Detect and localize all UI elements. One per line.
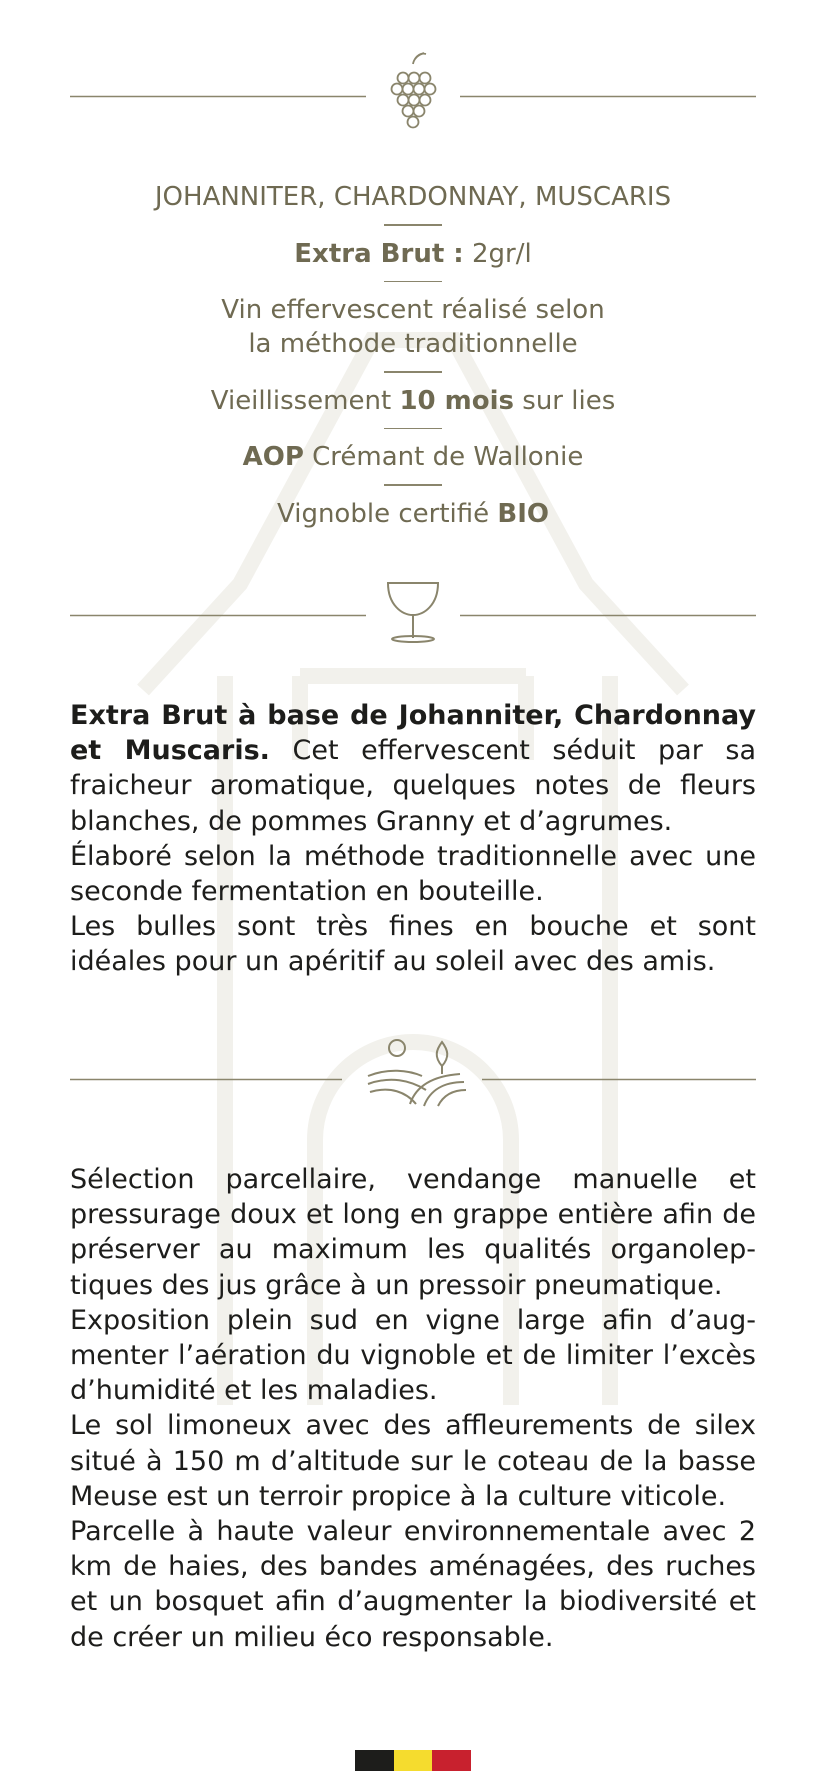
flag-stripe-red — [432, 1750, 471, 1771]
aging — [0, 384, 826, 418]
method-line-2: la méthode traditionnelle — [248, 329, 578, 359]
method-line-1: Vin effervescent réalisé selon — [221, 295, 605, 325]
info-separator — [384, 224, 442, 226]
bio-prefix: Vignoble certifié — [277, 498, 498, 529]
vineyard-notes — [70, 1162, 756, 1655]
sugar-label: Extra Brut : — [294, 238, 464, 269]
aop-label: AOP — [242, 442, 304, 472]
vineyard-paragraph-2: Exposition plein sud en vigne large afin d’aug-menter l’aération du vignoble et de limiter l’excès d’humidité et les maladies. — [70, 1304, 756, 1407]
tasting-lead — [70, 698, 756, 839]
divider-glass — [70, 575, 756, 645]
vineyard-paragraph-4: Parcelle à haute valeur environnementale avec 2 km de haies, des bandes aménagées, des ruches et un bosquet afin d’augmenter la biodiversité et de créer un milieu éco responsable. — [70, 1516, 756, 1653]
vineyard-paragraph-3: Le sol limoneux avec des affleurements de silex situé à 150 m d’altitude sur le coteau de la basse Meuse est un terroir propice à la culture viticole. — [70, 1410, 756, 1512]
vineyard-icon — [368, 1040, 466, 1106]
appellation — [0, 440, 826, 474]
wine-glass-icon — [387, 583, 439, 642]
divider-grapes — [70, 50, 756, 130]
tasting-paragraph-2: Élaboré selon la méthode traditionnelle avec une seconde fermentation en bouteille. — [70, 840, 756, 908]
belgian-flag — [355, 1750, 471, 1771]
aop-name: Crémant de Wallonie — [303, 442, 584, 472]
wine-info-block — [0, 180, 826, 531]
tasting-lead-bold: Extra Brut à base de Johanniter, Chardonnay et Muscaris. — [70, 700, 756, 767]
info-separator — [384, 484, 442, 486]
grape-varieties: JOHANNITER, CHARDONNAY, MUSCARIS — [154, 182, 672, 212]
tasting-lead-rest: Cet effervescent séduit par sa fraicheur aromatique, quelques notes de fleurs blanches, de pommes Granny et d’agrumes. — [70, 735, 756, 837]
tasting-notes — [70, 698, 756, 980]
flag-stripe-black — [355, 1750, 394, 1771]
flag-stripe-yellow — [394, 1750, 433, 1771]
divider-vineyard — [70, 1030, 756, 1110]
info-separator — [384, 371, 442, 373]
bio-label: BIO — [497, 498, 549, 529]
vineyard-paragraph-1: Sélection parcellaire, vendange manuelle et pressurage doux et long en grappe entière afin de préserver au maximum les qualités organolep-tiques des jus grâce à un pressoir pneumatique. — [70, 1164, 756, 1301]
info-separator — [384, 281, 442, 283]
organic-certification — [0, 497, 826, 531]
aging-prefix: Vieillissement — [210, 385, 400, 416]
sugar-value: 2gr/l — [463, 238, 532, 269]
aging-duration: 10 mois — [399, 385, 515, 416]
sugar-level — [0, 237, 826, 271]
info-separator — [384, 428, 442, 430]
grapes-icon — [392, 53, 436, 128]
aging-suffix: sur lies — [514, 385, 616, 416]
tasting-paragraph-3: Les bulles sont très fines en bouche et sont idéales pour un apéritif au soleil avec des amis. — [70, 911, 756, 978]
